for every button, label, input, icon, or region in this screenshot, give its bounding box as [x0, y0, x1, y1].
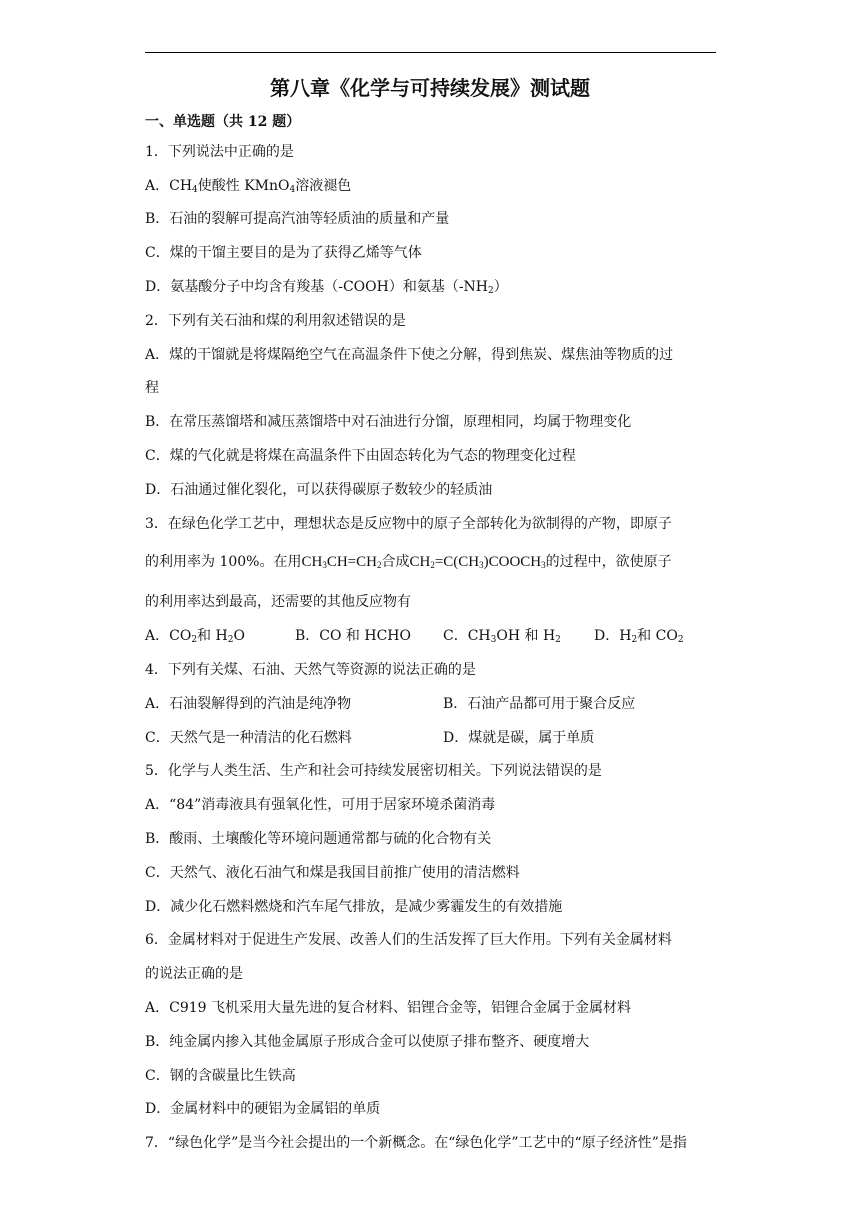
q6-option-a: A．C919 飞机采用大量先进的复合材料、铝锂合金等，铝锂合金属于金属材料	[145, 1000, 631, 1016]
q5-stem: 5．化学与人类生活、生产和社会可持续发展密切相关。下列说法错误的是	[145, 763, 602, 779]
q4-option-a: A．石油裂解得到的汽油是纯净物	[145, 696, 352, 712]
q2-option-d: D．石油通过催化裂化，可以获得碳原子数较少的轻质油	[145, 482, 493, 498]
q6-option-d: D．金属材料中的硬铝为金属铝的单质	[145, 1101, 381, 1117]
q1-option-c: C．煤的干馏主要目的是为了获得乙烯等气体	[145, 245, 422, 261]
q5-option-c: C．天然气、液化石油气和煤是我国目前推广使用的清洁燃料	[145, 865, 520, 881]
q4-stem: 4．下列有关煤、石油、天然气等资源的说法正确的是	[145, 662, 476, 678]
q2-stem: 2．下列有关石油和煤的利用叙述错误的是	[145, 313, 406, 329]
q3-option-c: C．$CH_3OH$ 和 $H_2$	[443, 628, 561, 645]
q1-stem: 1．下列说法中正确的是	[145, 144, 294, 160]
q6-option-b: B．纯金属内掺入其他金属原子形成合金可以使原子排布整齐、硬度增大	[145, 1034, 590, 1050]
q3-stem-line3: 的利用率达到最高，还需要的其他反应物有	[145, 594, 411, 610]
q6-option-c: C．钢的含碳量比生铁高	[145, 1068, 296, 1084]
q3-stem-line2: 的利用率为 100%。在用$CH_3CH=CH_2$合成$CH_2=C(CH_3)COOCH_3$的过程中，欲使原子	[145, 554, 672, 570]
q7-stem-line1: 7．“绿色化学”是当今社会提出的一个新概念。在“绿色化学”工艺中的“原子经济性”是指	[145, 1135, 687, 1151]
q3-option-a: A．$CO_2$和 $H_2O$	[145, 628, 245, 645]
q2-option-b: B．在常压蒸馏塔和减压蒸馏塔中对石油进行分馏，原理相同，均属于物理变化	[145, 414, 632, 430]
formula-methyl-methacrylate: $CH_2=C(CH_3)COOCH_3$	[409, 554, 546, 570]
q3-option-b: B．CO 和 HCHO	[295, 628, 411, 644]
q3-option-d: D．$H_2$和 $CO_2$	[594, 628, 684, 645]
q3-stem-line1: 3．在绿色化学工艺中，理想状态是反应物中的原子全部转化为欲制得的产物，即原子	[145, 516, 672, 532]
q2-option-a: A．煤的干馏就是将煤隔绝空气在高温条件下使之分解，得到焦炭、煤焦油等物质的过	[145, 347, 674, 363]
q6-stem-line2: 的说法正确的是	[145, 966, 243, 982]
q1-option-a: A．$CH_4$使酸性 KMnO$_4$溶液褪色	[145, 178, 352, 195]
q1-option-d: D．氨基酸分子中均含有羧基（-COOH）和氨基$(-NH_2)$	[145, 279, 508, 296]
q4-option-d: D．煤就是碳，属于单质	[443, 730, 595, 746]
header-rule	[145, 52, 716, 53]
q2-option-c: C．煤的气化就是将煤在高温条件下由固态转化为气态的物理变化过程	[145, 448, 576, 464]
q4-option-b: B．石油产品都可用于聚合反应	[443, 696, 636, 712]
q5-option-d: D．减少化石燃料燃烧和汽车尾气排放，是减少雾霾发生的有效措施	[145, 899, 563, 915]
q6-stem-line1: 6．金属材料对于促进生产发展、改善人们的生活发挥了巨大作用。下列有关金属材料	[145, 932, 672, 948]
q1-option-b: B．石油的裂解可提高汽油等轻质油的质量和产量	[145, 211, 450, 227]
q5-option-b: B．酸雨、土壤酸化等环境问题通常都与硫的化合物有关	[145, 831, 492, 847]
q5-option-a: A．“84”消毒液具有强氧化性，可用于居家环境杀菌消毒	[145, 797, 496, 813]
section-heading: 一、单选题（共 12 题）	[145, 114, 301, 130]
q4-option-c: C．天然气是一种清洁的化石燃料	[145, 730, 352, 746]
formula-propene: $CH_3CH=CH_2$	[301, 554, 382, 570]
q2-option-a-cont: 程	[145, 380, 159, 396]
page-title: 第八章《化学与可持续发展》测试题	[270, 76, 590, 100]
